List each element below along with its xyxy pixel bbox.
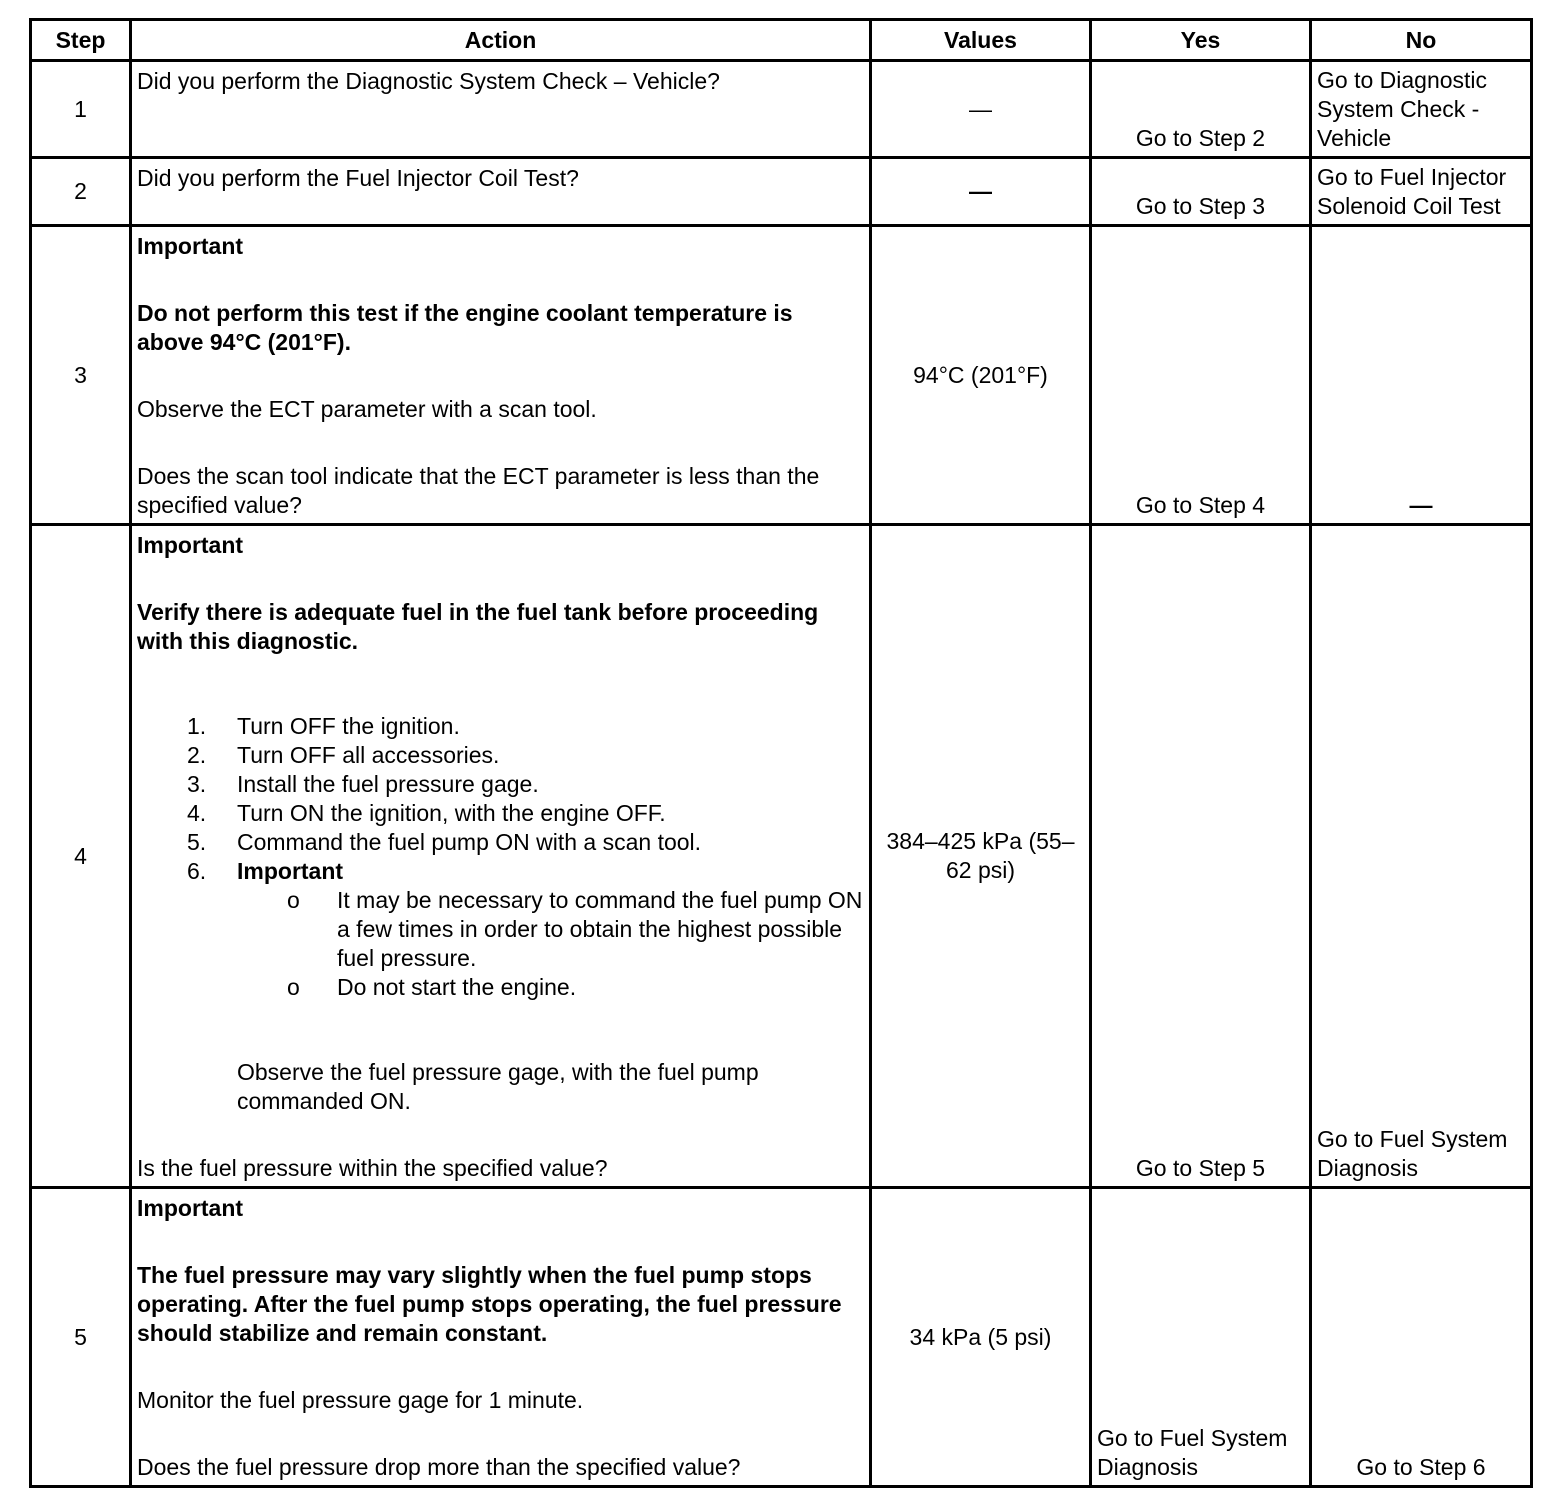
no-cell: — [1311, 226, 1532, 525]
value-cell: — [871, 61, 1091, 158]
no-cell: Go to Step 6 [1311, 1188, 1532, 1487]
yes-cell [1091, 1188, 1311, 1487]
important-label: Important [137, 233, 244, 259]
no-cell [1311, 61, 1532, 158]
yes-cell: Go to Step 2 [1091, 61, 1311, 158]
value-cell: 384–425 kPa (55– 62 psi) [871, 525, 1091, 1188]
warning-text: Do not perform this test if the engine coolant temperature is above 94°C (201°F). [137, 300, 793, 355]
action-text [131, 1188, 871, 1487]
no-line: Solenoid Coil Test [1317, 193, 1501, 219]
step-number: 4 [31, 525, 131, 1188]
no-line: System Check - [1317, 96, 1480, 122]
circle-bullet-icon: o [287, 887, 300, 913]
bullet-item: o Do not start the engine. [287, 974, 577, 1000]
action-text [131, 226, 871, 525]
yes-cell: Go to Step 4 [1091, 226, 1311, 525]
list-item: 3. Install the fuel pressure gage. [187, 771, 539, 797]
step-number: 5 [31, 1188, 131, 1487]
action-text [131, 158, 871, 226]
warning-text: The fuel pressure may vary slightly when the fuel pump stops operating. After the fuel pump stops operating, the fuel pressure should stabilize and remain constant. [137, 1262, 842, 1346]
header-step: Step [31, 20, 131, 61]
yes-line: Go to Fuel System [1097, 1425, 1288, 1451]
no-line: Vehicle [1317, 125, 1392, 151]
important-label: Important [137, 1195, 244, 1221]
list-item: 5. Command the fuel pump ON with a scan tool. [187, 829, 702, 855]
bullet-item: o It may be necessary to command the fuel pump ON a few times in order to obtain the highest possible fuel pressure. [287, 887, 863, 971]
step-number: 2 [31, 158, 131, 226]
header-row [31, 20, 1532, 61]
instruction-text: Monitor the fuel pressure gage for 1 minute. [137, 1387, 584, 1413]
list-item: 1. Turn OFF the ignition. [187, 713, 460, 739]
list-item: 2. Turn OFF all accessories. [187, 742, 500, 768]
question-text: Does the scan tool indicate that the ECT parameter is less than the specified value? [137, 463, 820, 518]
important-label: Important [137, 532, 244, 558]
yes-cell: Go to Step 3 [1091, 158, 1311, 226]
warning-text: Verify there is adequate fuel in the fuel tank before proceeding with this diagnostic. [137, 599, 819, 654]
yes-line: Diagnosis [1097, 1454, 1198, 1480]
procedure-list [137, 712, 864, 1002]
step-number: 3 [31, 226, 131, 525]
action-text [131, 525, 871, 1188]
header-action: Action [131, 20, 871, 61]
value-cell: 94°C (201°F) [871, 226, 1091, 525]
instruction-text: Observe the ECT parameter with a scan tool. [137, 396, 597, 422]
action-text [131, 61, 871, 158]
sub-bullet-list [137, 886, 864, 1002]
list-item: 6. Important o It may be necessary to command the fuel pump ON a few times in order to obtain the highest possible fuel pressure. o Do not start the engine. [137, 857, 864, 1002]
table-row [31, 1188, 1532, 1487]
no-line: Go to Diagnostic [1317, 67, 1488, 93]
question-text: Did you perform the Fuel Injector Coil Test? [137, 165, 579, 191]
list-item: 4. Turn ON the ignition, with the engine OFF. [187, 800, 666, 826]
header-no: No [1311, 20, 1532, 61]
no-line: Diagnosis [1317, 1155, 1418, 1181]
no-cell [1311, 158, 1532, 226]
no-cell [1311, 525, 1532, 1188]
value-cell: 34 kPa (5 psi) [871, 1188, 1091, 1487]
header-values: Values [871, 20, 1091, 61]
question-text: Did you perform the Diagnostic System Check – Vehicle? [137, 68, 720, 94]
yes-cell: Go to Step 5 [1091, 525, 1311, 1188]
value-cell: — [871, 158, 1091, 226]
question-text: Is the fuel pressure within the specified value? [137, 1155, 608, 1181]
header-yes: Yes [1091, 20, 1311, 61]
instruction-text: Observe the fuel pressure gage, with the fuel pump commanded ON. [237, 1059, 759, 1114]
table-row [31, 525, 1532, 1188]
question-text: Does the fuel pressure drop more than the specified value? [137, 1454, 741, 1480]
diagnostic-table [29, 18, 1533, 1488]
no-line: Go to Fuel Injector [1317, 164, 1507, 190]
table-row [31, 226, 1532, 525]
circle-bullet-icon: o [287, 974, 300, 1000]
table-row [31, 158, 1532, 226]
table-row [31, 61, 1532, 158]
no-line: Go to Fuel System [1317, 1126, 1508, 1152]
step-number: 1 [31, 61, 131, 158]
